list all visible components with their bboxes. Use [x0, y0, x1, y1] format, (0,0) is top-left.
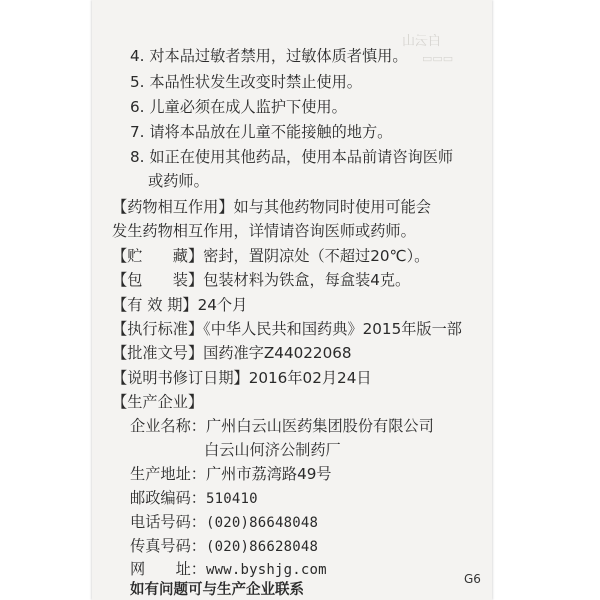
revision-label: 【说明书修订日期】 [112, 369, 249, 387]
standard-row [112, 319, 462, 339]
company-name-row [130, 416, 434, 436]
website-label: 网 址： [130, 560, 206, 578]
warning-item-7: 7. 请将本品放在儿童不能接触的地方。 [130, 123, 393, 141]
website-url: www.byshjg.com [205, 562, 327, 578]
package-row [112, 270, 410, 290]
interactions-line-1 [112, 197, 431, 217]
warning-item-8-cont: 或药师。 [148, 172, 209, 190]
approval-row [112, 343, 352, 363]
standard-label: 【执行标准】 [112, 320, 204, 338]
warning-item-5: 5. 本品性状发生改变时禁止使用。 [130, 73, 362, 91]
address-label: 生产地址： [130, 465, 206, 483]
phone-row [130, 512, 318, 533]
bleed-through-text: 白云山 [402, 34, 442, 49]
approval-text: 国药准字Z44022068 [203, 344, 352, 362]
warning-item-8: 8. 如正在使用其他药品，使用本品前请咨询医师 [130, 148, 454, 166]
interactions-line-2: 发生药物相互作用，详情请咨询医师或药师。 [112, 222, 416, 240]
fax-number: (020)86628048 [205, 539, 319, 555]
fax-label: 传真号码： [130, 537, 206, 555]
bleed-through-text: ▭▭▭ [422, 52, 454, 65]
interactions-text: 如与其他药物同时使用可能会 [233, 198, 431, 216]
postal-row [130, 488, 258, 509]
standard-text: 《中华人民共和国药典》2015年版一部 [203, 320, 462, 338]
revision-row [112, 368, 372, 388]
storage-row [112, 246, 429, 266]
validity-row [112, 295, 247, 315]
warning-item-4: 4. 对本品过敏者禁用，过敏体质者慎用。 [130, 47, 408, 65]
approval-label: 【批准文号】 [112, 344, 204, 362]
website-row [130, 559, 327, 580]
page-number: G6 [464, 572, 481, 586]
company-name-label: 企业名称： [130, 417, 206, 435]
package-text: 包装材料为铁盒，每盒装4克。 [203, 271, 411, 289]
revision-text: 2016年02月24日 [248, 369, 372, 387]
address-row [130, 464, 332, 484]
package-label: 【包 装】 [112, 271, 204, 289]
validity-label: 【有 效 期】 [112, 296, 198, 314]
fax-row [130, 536, 318, 557]
manufacturer-heading: 【生产企业】 [112, 393, 204, 411]
postal-code: 510410 [205, 491, 258, 507]
contact-note: 如有问题可与生产企业联系 [130, 582, 304, 598]
company-name-text: 广州白云山医药集团股份有限公司 [205, 417, 434, 435]
interactions-label: 【药物相互作用】 [112, 198, 234, 216]
postal-label: 邮政编码： [130, 489, 206, 507]
warning-item-6: 6. 儿童必须在成人监护下使用。 [130, 98, 347, 116]
phone-number: (020)86648048 [205, 515, 319, 531]
storage-text: 密封，置阴凉处（不超过20℃）。 [203, 247, 430, 265]
validity-text: 24个月 [197, 296, 248, 314]
address-text: 广州市荔湾路49号 [205, 465, 332, 483]
phone-label: 电话号码： [130, 513, 206, 531]
company-name-text-cont: 白云山何济公制药厂 [204, 441, 341, 459]
leaflet-page [92, 0, 492, 600]
storage-label: 【贮 藏】 [112, 247, 204, 265]
